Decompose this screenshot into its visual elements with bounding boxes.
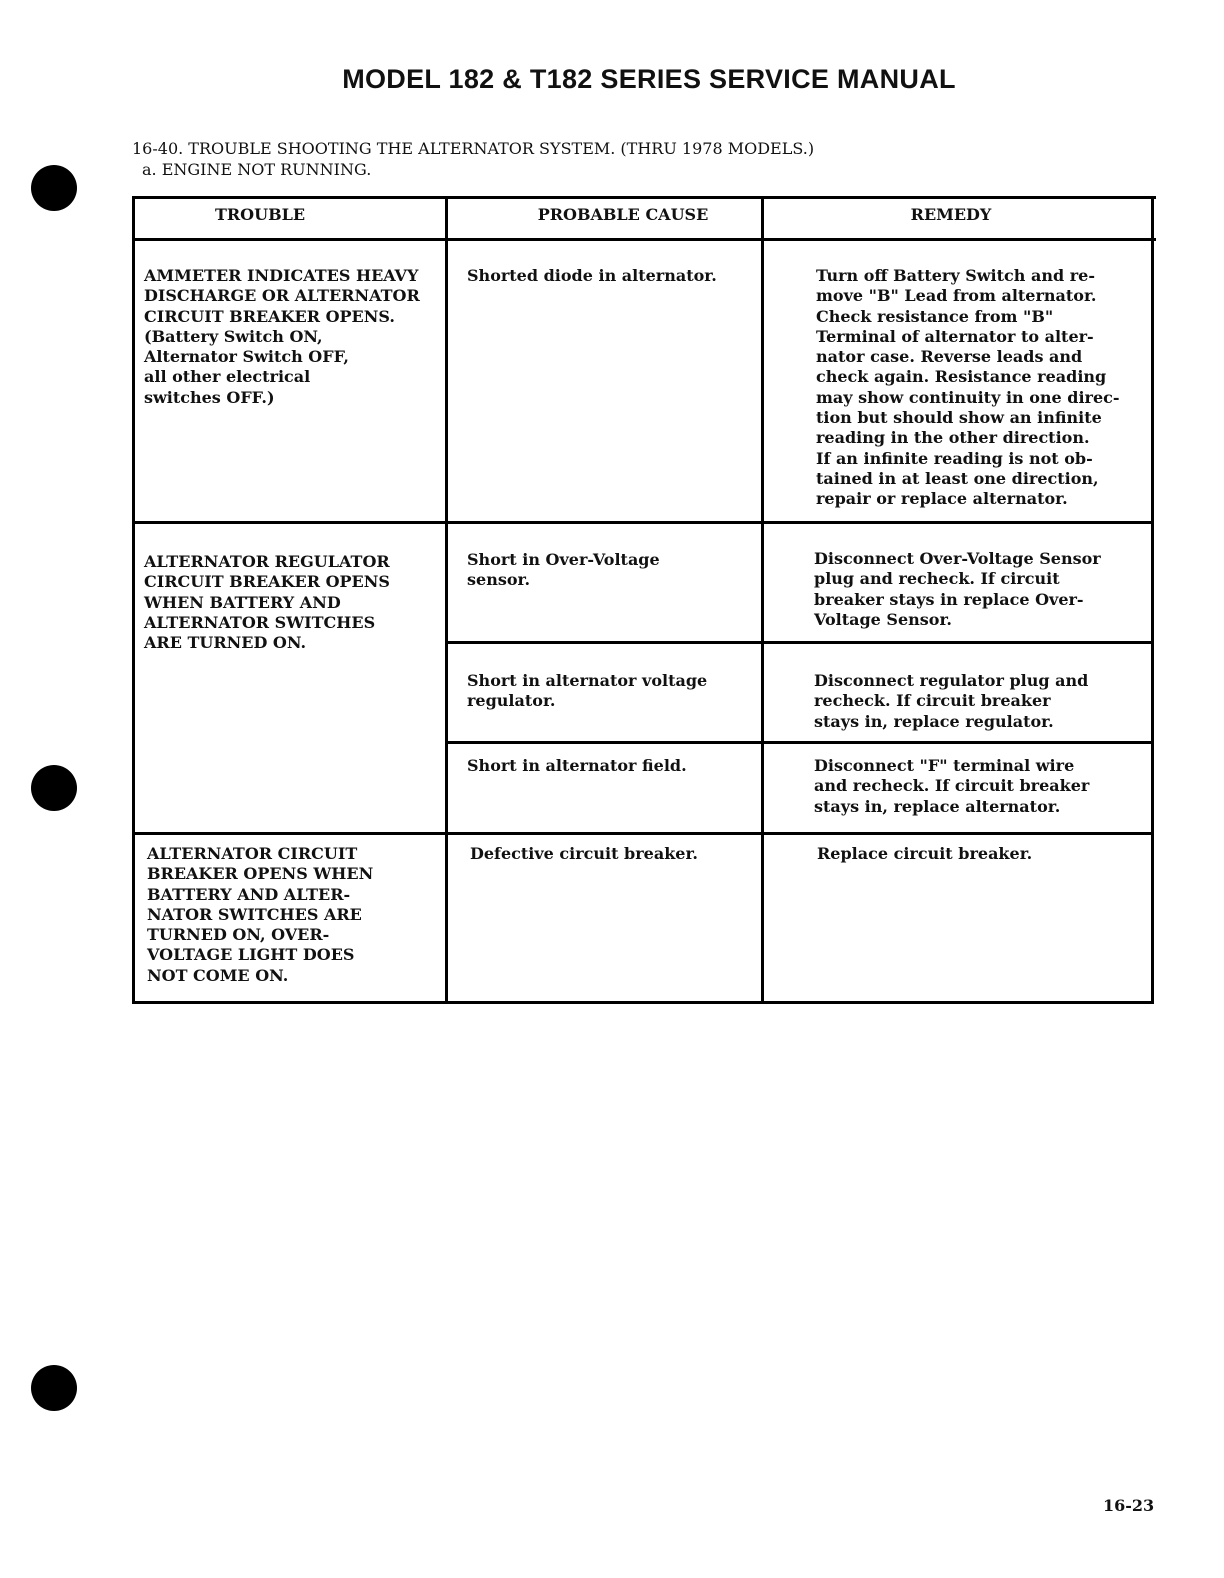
cause-cell: Defective circuit breaker. (470, 844, 698, 863)
page-number: 16-23 (1103, 1496, 1155, 1515)
cause-cell: Short in Over-Voltage sensor. (467, 550, 660, 590)
table-top-border (132, 196, 1156, 199)
page-title: MODEL 182 & T182 SERIES SERVICE MANUAL (342, 64, 956, 94)
group-2-row-2-bottom-border (447, 741, 1154, 744)
column-divider-1 (445, 196, 448, 1004)
binder-hole-bottom (31, 1365, 77, 1411)
header-bottom-border (132, 238, 1156, 241)
remedy-cell: Turn off Battery Switch and re- move "B" Lead from alternator. Check resistance from "B" Terminal of alternator to alter- nator case. Reverse leads and check again. Resistance reading may show continuity in one direc- tion but should show an infinite reading in the other direction. If an infinite reading is not ob- tained in at least one direction, repair or replace alternator. (816, 266, 1120, 509)
trouble-cell: ALTERNATOR REGULATOR CIRCUIT BREAKER OPENS WHEN BATTERY AND ALTERNATOR SWITCHES ARE TURNED ON. (144, 552, 390, 653)
cause-cell: Short in alternator voltage regulator. (467, 671, 708, 711)
section-heading-block (132, 138, 814, 180)
section-heading: 16-40. TROUBLE SHOOTING THE ALTERNATOR SYSTEM. (THRU 1978 MODELS.) (132, 139, 815, 158)
table-left-border (132, 196, 135, 1004)
trouble-cell: AMMETER INDICATES HEAVY DISCHARGE OR ALTERNATOR CIRCUIT BREAKER OPENS. (Battery Switch ON, Alternator Switch OFF, all other electrical switches OFF.) (144, 266, 420, 407)
binder-hole-top (31, 165, 77, 211)
binder-hole-middle (31, 765, 77, 811)
column-header-probable-cause: PROBABLE CAUSE (537, 205, 709, 224)
remedy-cell: Disconnect "F" terminal wire and recheck. If circuit breaker stays in, replace alternator. (814, 756, 1090, 816)
group-2-row-1-bottom-border (447, 641, 1154, 644)
table-right-border (1151, 196, 1154, 1004)
column-header-trouble: TROUBLE (214, 205, 306, 224)
column-header-remedy: REMEDY (910, 205, 992, 224)
group-1-bottom-border (132, 521, 1154, 524)
remedy-cell: Disconnect Over-Voltage Sensor plug and recheck. If circuit breaker stays in replace Over- Voltage Sensor. (814, 549, 1101, 629)
trouble-cell: ALTERNATOR CIRCUIT BREAKER OPENS WHEN BATTERY AND ALTER- NATOR SWITCHES ARE TURNED ON, OVER- VOLTAGE LIGHT DOES NOT COME ON. (147, 844, 374, 985)
group-2-bottom-border (132, 832, 1154, 835)
table-bottom-border (134, 1001, 1152, 1004)
section-subheading: a. ENGINE NOT RUNNING. (142, 160, 372, 179)
remedy-cell: Replace circuit breaker. (817, 844, 1033, 863)
column-divider-2 (761, 196, 764, 1004)
troubleshooting-table (132, 196, 1156, 1006)
cause-cell: Shorted diode in alternator. (467, 266, 717, 285)
remedy-cell: Disconnect regulator plug and recheck. If circuit breaker stays in, replace regulator. (814, 671, 1089, 731)
cause-cell: Short in alternator field. (467, 756, 687, 775)
